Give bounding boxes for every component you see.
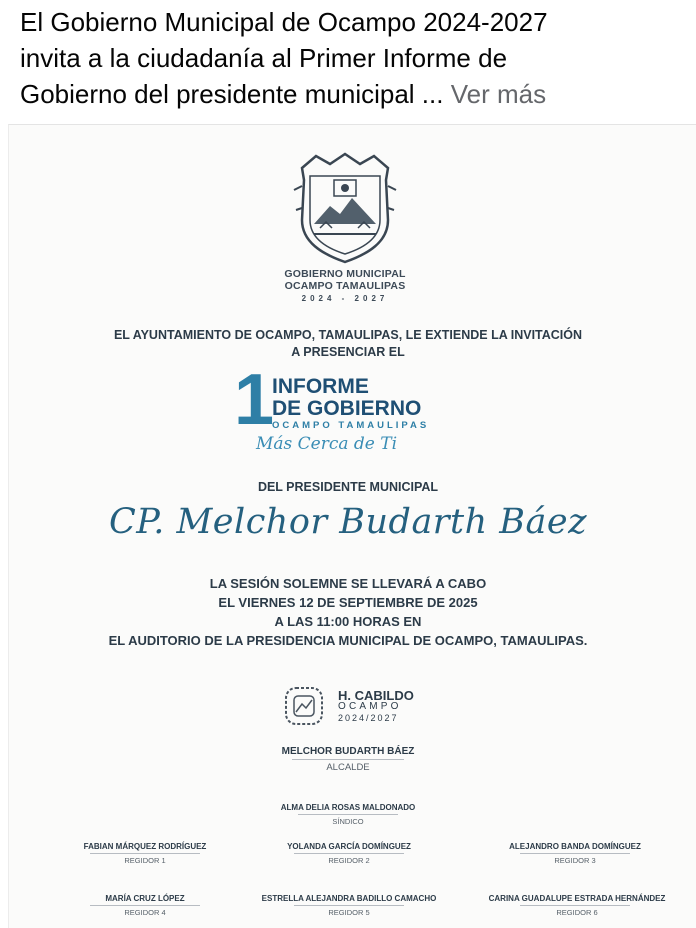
- member-name-alcalde: MELCHOR BUDARTH BÁEZ: [281, 746, 415, 757]
- member-name-regidor-6: CARINA GUADALUPE ESTRADA HERNÁNDEZ: [488, 894, 666, 903]
- member-name-regidor-5: ESTRELLA ALEJANDRA BADILLO CAMACHO: [261, 894, 437, 903]
- cabildo-years: 2024/2027: [338, 713, 399, 723]
- municipal-crest-logo: [290, 150, 400, 264]
- signature-line: [294, 853, 404, 854]
- org-title-line-1: GOBIERNO MUNICIPAL: [284, 268, 406, 280]
- signature-line: [292, 759, 404, 760]
- member-role-alcalde: ALCALDE: [326, 762, 370, 773]
- cabildo-title: H. CABILDO: [338, 688, 414, 703]
- member-role-sindico: SÍNDICO: [332, 817, 364, 826]
- signature-line: [90, 905, 200, 906]
- see-more-link[interactable]: Ver más: [450, 79, 547, 109]
- informe-title-line-1: INFORME: [272, 375, 369, 398]
- member-name-regidor-1: FABIAN MÁRQUEZ RODRÍGUEZ: [83, 842, 207, 851]
- cabildo-place: OCAMPO: [338, 701, 402, 712]
- cabildo-seal-icon: [284, 686, 324, 726]
- member-role-regidor-3: REGIDOR 3: [554, 856, 596, 865]
- signature-line: [520, 905, 630, 906]
- org-title-line-2: OCAMPO TAMAULIPAS: [284, 280, 406, 292]
- informe-number: 1: [234, 360, 275, 440]
- intro-line-2: A PRESENCIAR EL: [291, 345, 405, 359]
- member-name-sindico: ALMA DELIA ROSAS MALDONADO: [280, 803, 416, 812]
- member-role-regidor-4: REGIDOR 4: [124, 908, 166, 917]
- president-signature: CP. Melchor Budarth Báez: [108, 502, 588, 542]
- session-line-3: A LAS 11:00 HORAS EN: [274, 614, 422, 629]
- session-line-2: EL VIERNES 12 DE SEPTIEMBRE DE 2025: [218, 595, 478, 610]
- signature-line: [294, 905, 404, 906]
- member-name-regidor-3: ALEJANDRO BANDA DOMÍNGUEZ: [509, 842, 641, 851]
- post-caption: [20, 4, 690, 112]
- member-role-regidor-1: REGIDOR 1: [124, 856, 166, 865]
- signature-line: [520, 853, 630, 854]
- session-line-1: LA SESIÓN SOLEMNE SE LLEVARÁ A CABO: [209, 576, 487, 591]
- informe-title-line-2: DE GOBIERNO: [272, 397, 422, 420]
- informe-slogan: Más Cerca de Ti: [256, 434, 398, 454]
- signature-line: [298, 814, 398, 815]
- signature-line: [90, 853, 200, 854]
- session-line-4: EL AUDITORIO DE LA PRESIDENCIA MUNICIPAL DE OCAMPO, TAMAULIPAS.: [108, 633, 588, 648]
- post-caption-line-2: invita a la ciudadanía al Primer Informe de: [20, 43, 508, 73]
- intro-line-1: EL AYUNTAMIENTO DE OCAMPO, TAMAULIPAS, LE EXTIENDE LA INVITACIÓN: [113, 328, 583, 342]
- member-name-regidor-2: YOLANDA GARCÍA DOMÍNGUEZ: [287, 842, 411, 851]
- member-name-regidor-4: MARÍA CRUZ LÓPEZ: [105, 894, 185, 903]
- post-caption-line-1: El Gobierno Municipal de Ocampo 2024-2027: [20, 7, 548, 37]
- member-role-regidor-6: REGIDOR 6: [556, 908, 598, 917]
- member-role-regidor-5: REGIDOR 5: [328, 908, 370, 917]
- president-label: DEL PRESIDENTE MUNICIPAL: [257, 480, 439, 494]
- informe-place: OCAMPO TAMAULIPAS: [272, 420, 430, 431]
- post-caption-line-3-text: Gobierno del presidente municipal ...: [20, 79, 444, 109]
- post-caption-line-3: [20, 76, 690, 112]
- member-role-regidor-2: REGIDOR 2: [328, 856, 370, 865]
- org-years: 2024 - 2027: [301, 294, 389, 303]
